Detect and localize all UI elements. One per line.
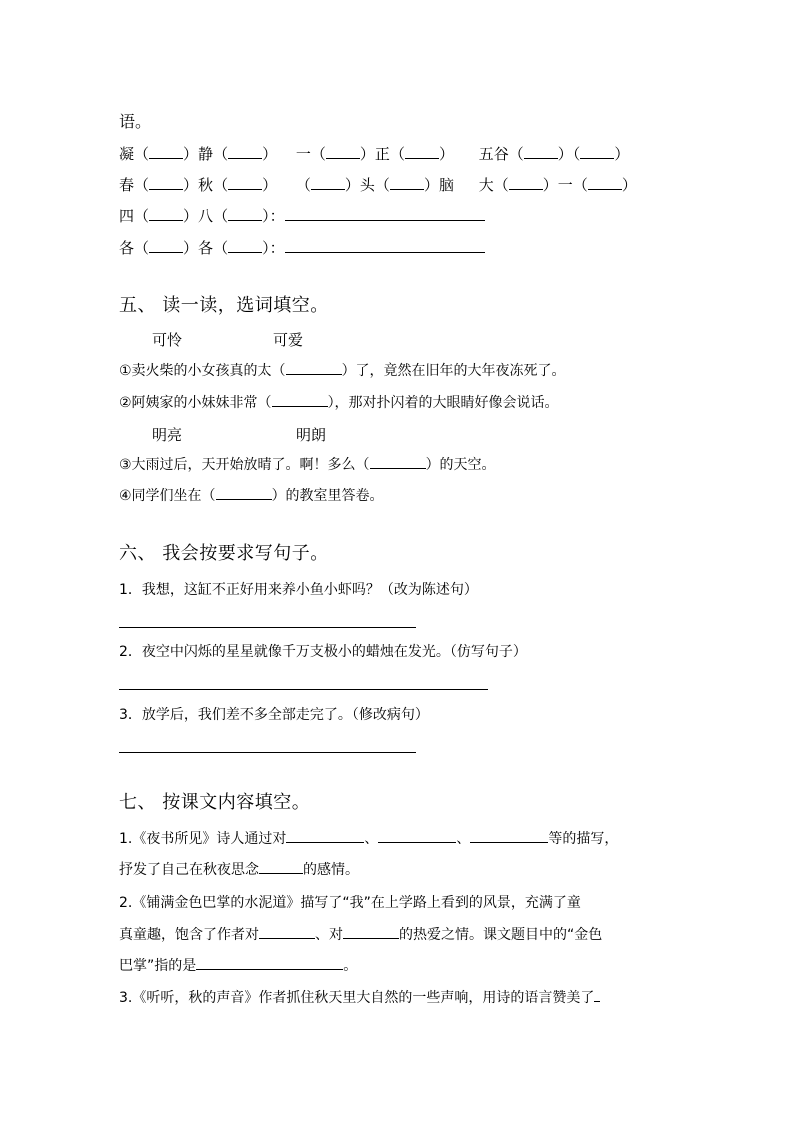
word-option: 明亮 — [152, 426, 183, 444]
blank[interactable] — [228, 177, 262, 190]
blank[interactable] — [216, 487, 272, 500]
question-5-3: ③大雨过后，天开始放晴了。啊！多么（ ）的天空。 — [119, 457, 496, 473]
question-7-1-line2: 抒发了自己在秋夜思念 的感情。 — [119, 862, 359, 878]
question-7-1-line1: 1.《夜书所见》诗人通过对 、 、 等的描写， — [119, 831, 619, 847]
blank[interactable] — [378, 830, 456, 843]
fill-row-2: 春（ ）秋（ ） （ ）头（ ）脑 大（ ）一（ ） — [119, 176, 637, 194]
question-7-2-line1: 2.《铺满金色巴掌的水泥道》描写了“我”在上学路上看到的风景，充满了童 — [119, 895, 581, 911]
blank[interactable] — [259, 861, 303, 874]
answer-line[interactable] — [285, 208, 485, 221]
blank[interactable] — [326, 146, 360, 159]
answer-line[interactable] — [119, 752, 416, 753]
blank[interactable] — [311, 177, 345, 190]
question-5-1: ①卖火柴的小女孩真的太（ ）了，竟然在旧年的大年夜冻死了。 — [119, 363, 566, 379]
question-7-2-line3: 巴掌”指的是 。 — [119, 958, 358, 974]
word-option: 可怜 — [152, 331, 183, 349]
question-7-3-line1: 3.《听听，秋的声音》作者抓住秋天里大自然的一些声响，用诗的语言赞美了 — [119, 988, 600, 1008]
blank[interactable] — [594, 989, 600, 1002]
blank[interactable] — [370, 456, 426, 469]
question-6-1: 1．我想，这缸不正好用来养小鱼小虾吗？（改为陈述句） — [119, 582, 478, 598]
fill-row-1: 凝（ ）静（ ） 一（ ）正（ ） 五谷（ ）（ ） — [119, 145, 630, 163]
answer-line[interactable] — [119, 689, 488, 690]
blank[interactable] — [470, 830, 548, 843]
blank[interactable] — [149, 177, 183, 190]
blank[interactable] — [286, 830, 364, 843]
blank[interactable] — [390, 177, 424, 190]
fill-row-3: 四（ ）八（ ）： — [119, 206, 485, 226]
word-option: 可爱 — [273, 331, 304, 349]
question-5-4: ④同学们坐在（ ）的教室里答卷。 — [119, 488, 384, 504]
blank[interactable] — [259, 926, 315, 939]
blank[interactable] — [580, 146, 614, 159]
blank[interactable] — [149, 146, 183, 159]
answer-line[interactable] — [119, 627, 416, 628]
section6-title: 六、 我会按要求写句子。 — [119, 543, 329, 564]
blank[interactable] — [405, 146, 439, 159]
answer-line[interactable] — [285, 240, 485, 253]
blank[interactable] — [524, 146, 558, 159]
question-5-2: ②阿姨家的小妹妹非常（ ），那对扑闪着的大眼睛好像会说话。 — [119, 395, 559, 411]
blank[interactable] — [286, 362, 342, 375]
blank[interactable] — [588, 177, 622, 190]
question-7-2-line2: 真童趣，饱含了作者对 、对 的热爱之情。课文题目中的“金色 — [119, 927, 603, 943]
blank[interactable] — [509, 177, 543, 190]
section5-title: 五、 读一读，选词填空。 — [119, 295, 329, 316]
section7-title: 七、 按课文内容填空。 — [119, 792, 311, 813]
section4-tail: 语。 — [119, 112, 152, 131]
blank[interactable] — [228, 240, 262, 253]
blank[interactable] — [272, 394, 328, 407]
blank[interactable] — [149, 208, 183, 221]
blank[interactable] — [228, 146, 262, 159]
fill-row-4: 各（ ）各（ ）： — [119, 238, 485, 258]
blank[interactable] — [343, 926, 399, 939]
question-6-2: 2．夜空中闪烁的星星就像千万支极小的蜡烛在发光。（仿写句子） — [119, 644, 527, 660]
question-6-3: 3．放学后，我们差不多全部走完了。（修改病句） — [119, 707, 429, 723]
blank[interactable] — [149, 240, 183, 253]
blank[interactable] — [196, 957, 343, 970]
blank[interactable] — [228, 208, 262, 221]
word-option: 明朗 — [296, 426, 327, 444]
